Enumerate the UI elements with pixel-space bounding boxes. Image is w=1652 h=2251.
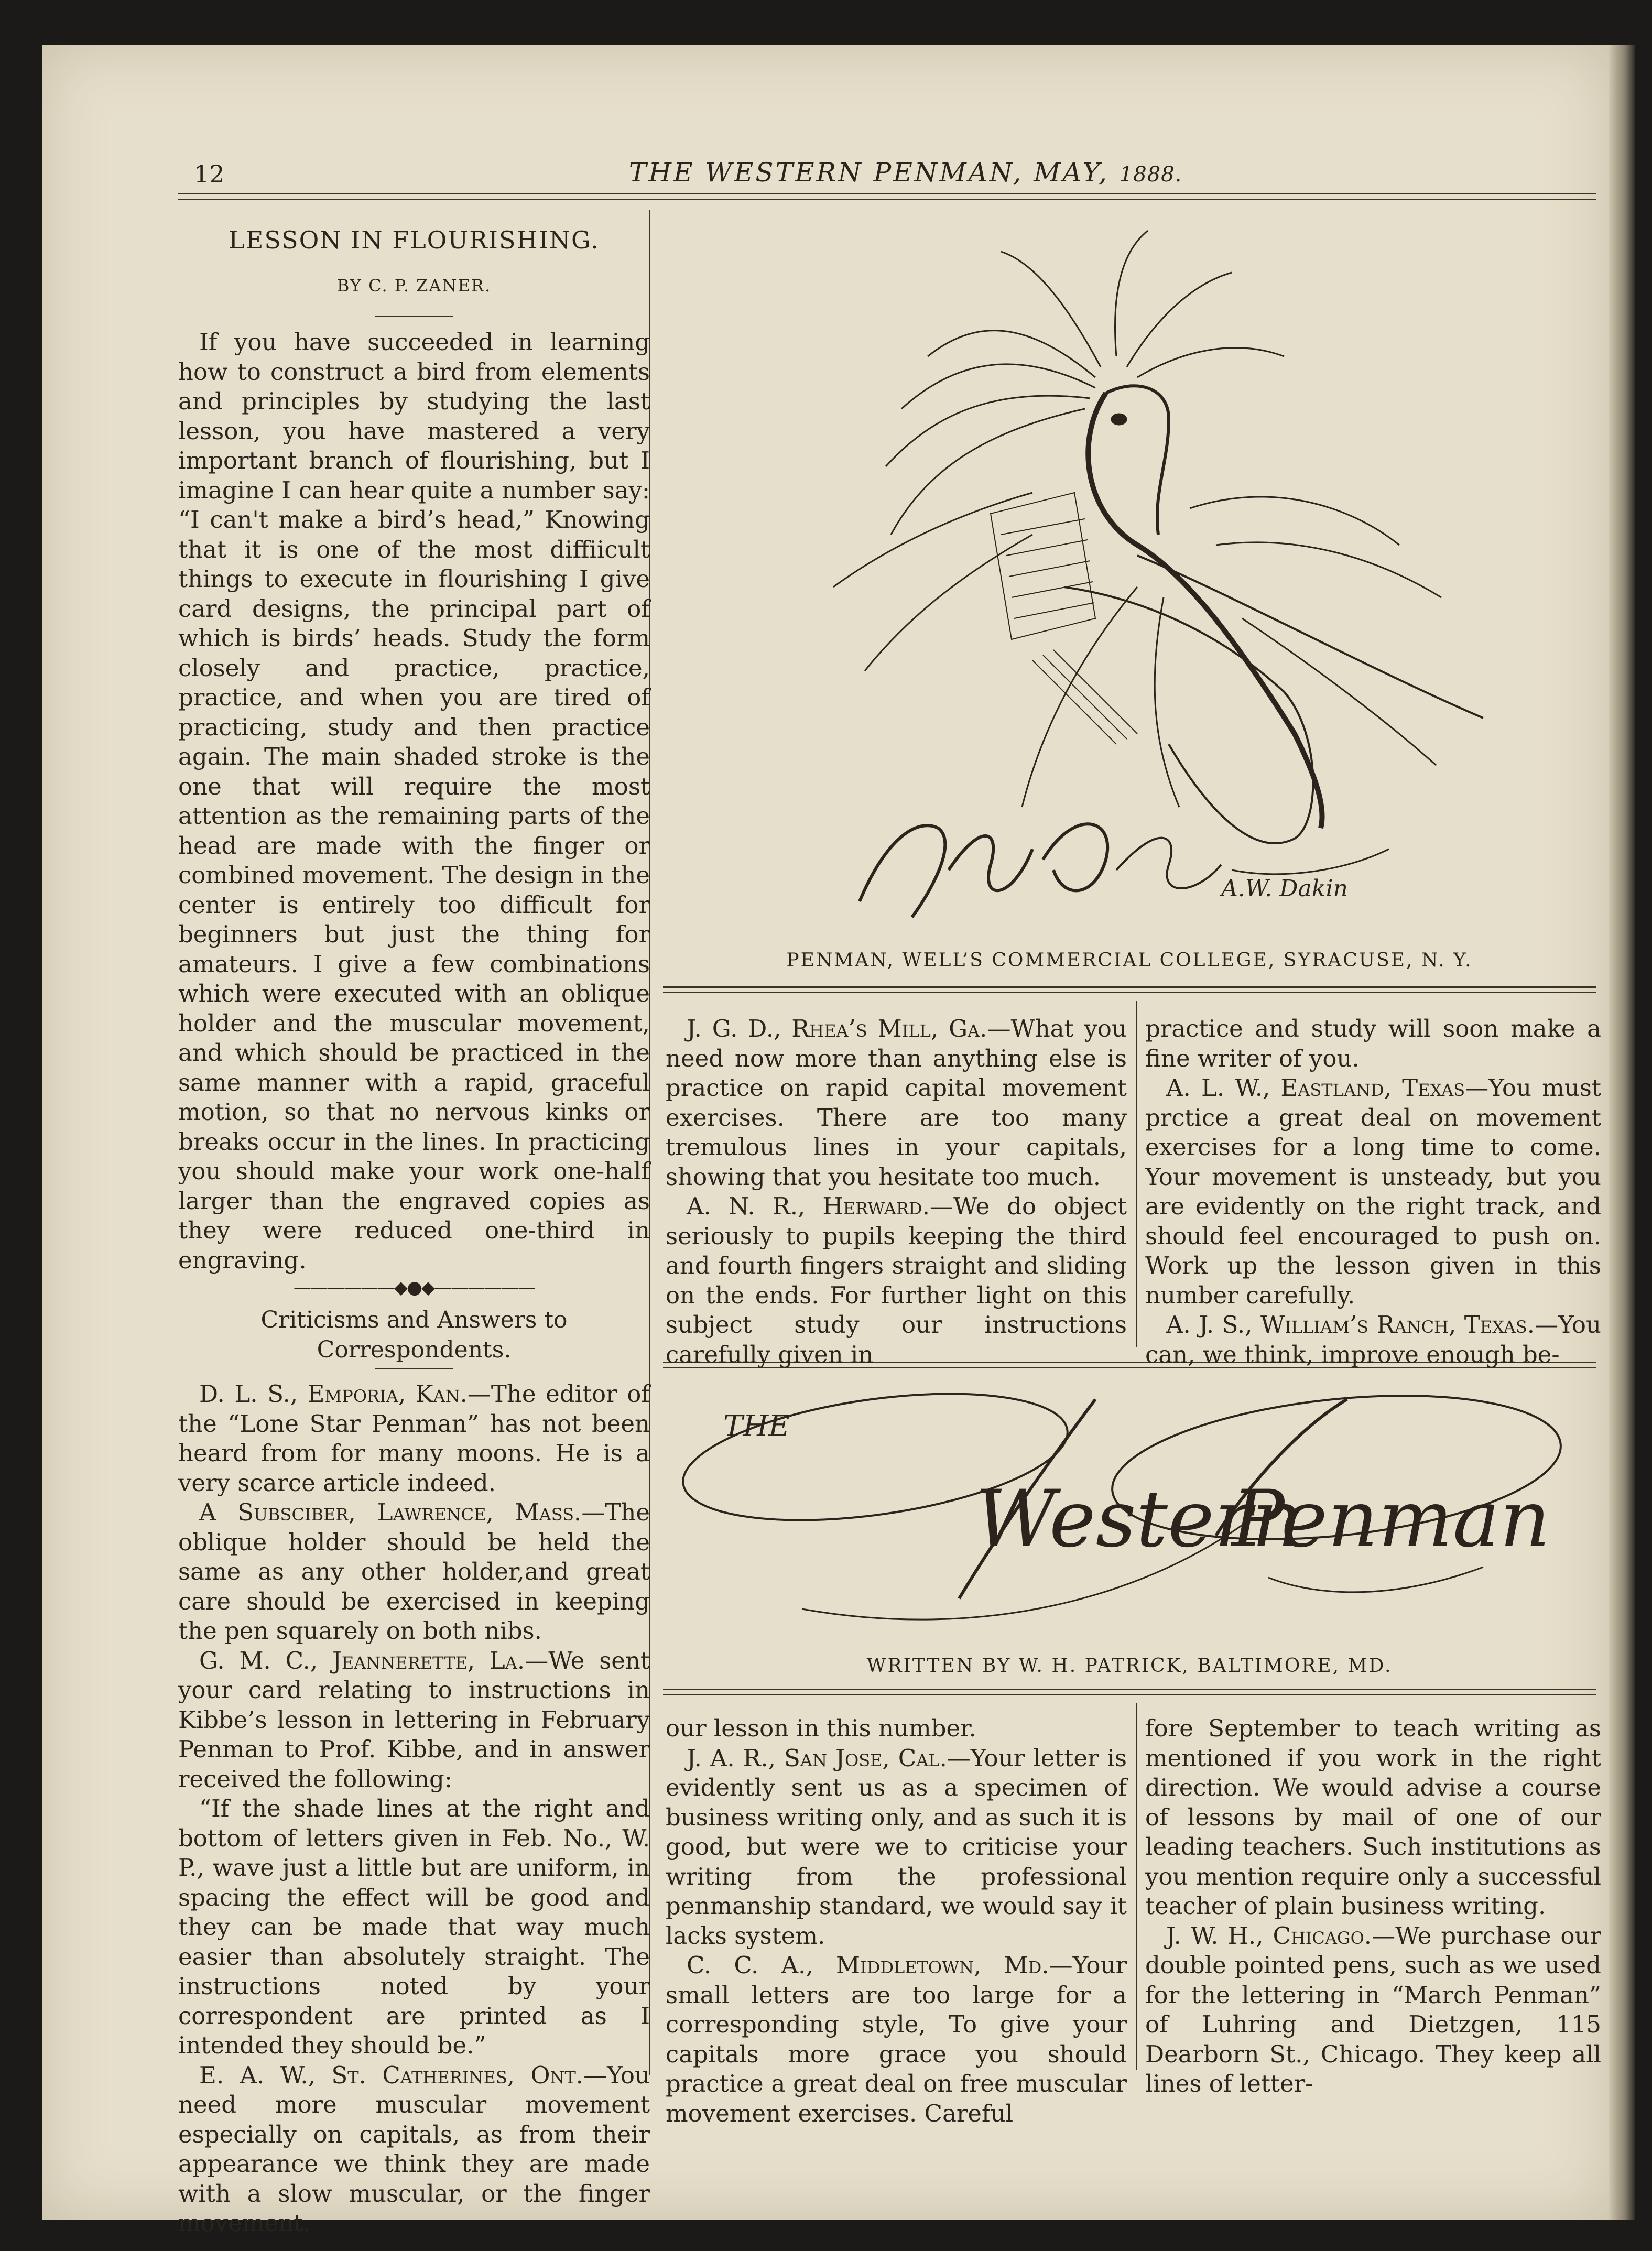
page-edge bbox=[1609, 45, 1635, 2220]
criticisms-col1 bbox=[178, 1379, 650, 2238]
lesson-body: If you have succeeded in learning how to construct a bird from elements and principles by studying the last lesson, you have mastered a very important branch of flourishing, but I imagine I can hear quite a number say: “I can't make a bird’s head,” Knowing that it is one of the most diffiicult things to execute in flourishing I give card designs, the principal part of which is birds’ heads. Study the form closely and practice, practice, practice, and when you are tired of practicing, study and then practice again. The main shaded stroke is the one that will require the most attention as the remaining parts of the head are made with the finger or combined movement. The design in the center is entirely too difficult for beginners but just the thing for amateurs. I give a few combinations which were executed with an oblique holder and the muscular movement, and which should be practiced in the same manner with a rapid, graceful motion, so that no nervous kinks or breaks occur in the lines. In practicing you should make your work one-half larger than the engraved copies as they were reduced one-third in engraving. bbox=[178, 328, 650, 1274]
running-head bbox=[629, 157, 1182, 188]
masthead-the: THE bbox=[723, 1409, 790, 1443]
answer-item: J. A. R., San Jose, Cal.—Your letter is evidently sent us as a specimen of business writing only, and as such it is good, but were we to criticise your writing from the professional penmanship standard, we would say it lacks system. bbox=[666, 1744, 1127, 1950]
column-rule-lower bbox=[1136, 1703, 1137, 2070]
criticisms-rule bbox=[375, 1368, 453, 1369]
criticisms-col3-top bbox=[1145, 1014, 1601, 1369]
masthead-penman: Penman bbox=[1232, 1474, 1550, 1565]
answer-item: J. W. H., Chicago.—We purchase our double pointed pens, such as we used for the lettering in “March Penman” of Luhring and Dietzgen, 115 Dearborn St., Chicago. They keep all lines of letter- bbox=[1145, 1921, 1601, 2097]
lesson-byline: BY C. P. ZANER. bbox=[336, 275, 492, 296]
answer-item: A. N. R., Herward.—We do object seriously to pupils keeping the third and fourth fingers straight and sliding on the ends. For further light on this subject study our instructions carefully given in bbox=[666, 1192, 1127, 1368]
running-year: 1888. bbox=[1119, 162, 1182, 187]
header-rule bbox=[178, 193, 1596, 200]
answer-item: practice and study will soon make a fine writer of you. bbox=[1145, 1015, 1601, 1072]
criticisms-col2-top bbox=[666, 1014, 1127, 1369]
section-ornament: ——————◆●◆—————— bbox=[294, 1277, 535, 1298]
flourished-bird-illustration bbox=[666, 220, 1593, 943]
criticisms-col3-bottom bbox=[1145, 1714, 1601, 2099]
answer-item: our lesson in this number. bbox=[666, 1714, 976, 1742]
column-rule-upper bbox=[1136, 1001, 1137, 1347]
byline-rule bbox=[375, 316, 453, 317]
answer-item: A. J. S., William’s Ranch, Texas.—You can, we think, improve enough be- bbox=[1145, 1311, 1601, 1368]
western-penman-masthead bbox=[666, 1378, 1593, 1640]
illustration-caption: PENMAN, WELL’S COMMERCIAL COLLEGE, SYRACUSE, N. Y. bbox=[786, 950, 1473, 971]
answer-item: J. G. D., Rhea’s Mill, Ga.—What you need now more than anything else is practice on rapid capital movement exercises. There are too many tremulous lines in your capitals, showing that you hesitate too much. bbox=[666, 1015, 1127, 1191]
illustration-bottom-rule bbox=[663, 986, 1596, 993]
answer-item: fore September to teach writing as mentioned if you work in the right direction. We would advise a course of lessons by mail of one of our leading teachers. Such institutions as you mention require only a successful teacher of plain business writing. bbox=[1145, 1714, 1601, 1920]
criticisms-title: Criticisms and Answers to Correspondents. bbox=[260, 1307, 568, 1363]
column-left bbox=[178, 225, 650, 2238]
masthead-western: Western bbox=[975, 1474, 1303, 1565]
answer-item: E. A. W., St. Catherines, Ont.—You need more muscular movement especially on capitals, as from their appearance we think they are made with a slow muscular, or the finger movement. bbox=[178, 2061, 650, 2237]
answer-quote: “If the shade lines at the right and bottom of letters given in Feb. No., W. P., wave just a little but are uniform, in spacing the effect will be good and they can be made that way much easier than absolutely straight. The instructions noted by your correspondent are printed as I intended they should be.” bbox=[178, 1795, 650, 2059]
answer-item: A. L. W., Eastland, Texas—You must prctice a great deal on movement exercises for a long time to come. Your movement is unsteady, but you are evidently on the right track, and should feel encouraged to push on. Work up the lesson given in this number carefully. bbox=[1145, 1074, 1601, 1309]
answer-item: A Subsciber, Lawrence, Mass.—The oblique holder should be held the same as any other holder,and great care should be exercised in keeping the pen squarely on both nibs. bbox=[178, 1498, 650, 1645]
answer-item: C. C. A., Middletown, Md.—Your small letters are too large for a corresponding style, To give your capitals more grace you should practice a great deal on free muscular movement exercises. Careful bbox=[666, 1951, 1127, 2127]
masthead-bottom-rule bbox=[663, 1689, 1596, 1695]
signature-text: A.W. Dakin bbox=[1221, 875, 1348, 902]
answer-item: D. L. S., Emporia, Kan.—The editor of the “Lone Star Penman” has not been heard from for many moons. He is a very scarce article indeed. bbox=[178, 1380, 650, 1497]
answer-item: G. M. C., Jeannerette, La.—We sent your card relating to instructions in Kibbe’s lesson in lettering in February Penman to Prof. Kibbe, and in answer received the following: bbox=[178, 1646, 650, 1793]
lesson-title: LESSON IN FLOURISHING. bbox=[229, 226, 600, 254]
page-number: 12 bbox=[194, 160, 225, 188]
masthead-caption: WRITTEN BY W. H. PATRICK, BALTIMORE, MD. bbox=[866, 1655, 1393, 1677]
running-title: THE WESTERN PENMAN, MAY, bbox=[629, 157, 1109, 188]
criticisms-col2-bottom bbox=[666, 1714, 1127, 2128]
